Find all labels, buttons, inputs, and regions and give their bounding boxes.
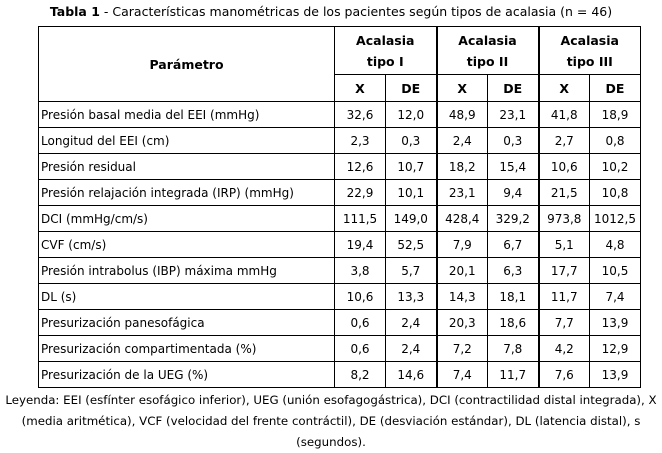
table-title-label: Tabla 1 (49, 4, 100, 19)
value-cell: 12,9 (590, 336, 641, 362)
value-cell: 18,6 (488, 310, 539, 336)
value-cell: 10,2 (590, 154, 641, 180)
value-cell: 18,9 (590, 102, 641, 128)
value-cell: 428,4 (437, 206, 488, 232)
value-cell: 329,2 (488, 206, 539, 232)
value-cell: 18,2 (437, 154, 488, 180)
value-cell: 13,3 (386, 284, 437, 310)
subheader-de: DE (386, 75, 437, 102)
table-row (39, 206, 641, 232)
subheader-de: DE (590, 75, 641, 102)
value-cell: 14,3 (437, 284, 488, 310)
value-cell: 0,8 (590, 128, 641, 154)
subheader-x: X (539, 75, 590, 102)
value-cell: 7,8 (488, 336, 539, 362)
value-cell: 13,9 (590, 310, 641, 336)
param-cell: DL (s) (39, 284, 335, 310)
group-header-line2: tipo III (566, 53, 613, 69)
value-cell: 7,9 (437, 232, 488, 258)
group-header-line2: tipo II (466, 53, 509, 69)
subheader-x: X (437, 75, 488, 102)
value-cell: 32,6 (335, 102, 386, 128)
group-header-row (39, 27, 641, 75)
value-cell: 19,4 (335, 232, 386, 258)
value-cell: 0,6 (335, 310, 386, 336)
value-cell: 7,7 (539, 310, 590, 336)
value-cell: 21,5 (539, 180, 590, 206)
value-cell: 10,1 (386, 180, 437, 206)
value-cell: 10,8 (590, 180, 641, 206)
table-row (39, 310, 641, 336)
value-cell: 6,7 (488, 232, 539, 258)
value-cell: 8,2 (335, 362, 386, 388)
group-header-acalasia-tipo-3 (539, 27, 641, 75)
value-cell: 23,1 (437, 180, 488, 206)
table-title-text: - Características manométricas de los pacientes según tipos de acalasia (n = 46) (99, 4, 613, 19)
value-cell: 52,5 (386, 232, 437, 258)
value-cell: 2,4 (437, 128, 488, 154)
group-header-line1: Acalasia (356, 32, 415, 48)
param-cell: Presión residual (39, 154, 335, 180)
value-cell: 4,2 (539, 336, 590, 362)
value-cell: 2,3 (335, 128, 386, 154)
value-cell: 9,4 (488, 180, 539, 206)
value-cell: 11,7 (539, 284, 590, 310)
param-header: Parámetro (39, 27, 335, 102)
value-cell: 23,1 (488, 102, 539, 128)
group-header-line1: Acalasia (560, 32, 619, 48)
param-cell: DCI (mmHg/cm/s) (39, 206, 335, 232)
value-cell: 20,3 (437, 310, 488, 336)
value-cell: 12,6 (335, 154, 386, 180)
param-cell: Presurización panesofágica (39, 310, 335, 336)
table-row (39, 128, 641, 154)
value-cell: 14,6 (386, 362, 437, 388)
value-cell: 22,9 (335, 180, 386, 206)
value-cell: 10,5 (590, 258, 641, 284)
value-cell: 17,7 (539, 258, 590, 284)
value-cell: 4,8 (590, 232, 641, 258)
legend: Leyenda: EEI (esfínter esofágico inferior), UEG (unión esofagogástrica), DCI (contractilidad distal integrada), X (media aritmética), VCF (velocidad del frente contráctil), DE (desviación estándar), DL (latencia distal), s (segundos). (5, 393, 657, 449)
table-row (39, 336, 641, 362)
table-title (0, 0, 662, 20)
value-cell: 10,6 (335, 284, 386, 310)
value-cell: 0,3 (386, 128, 437, 154)
value-cell: 6,3 (488, 258, 539, 284)
group-header-line1: Acalasia (458, 32, 517, 48)
table-row (39, 258, 641, 284)
param-cell: CVF (cm/s) (39, 232, 335, 258)
value-cell: 2,4 (386, 336, 437, 362)
value-cell: 5,7 (386, 258, 437, 284)
value-cell: 3,8 (335, 258, 386, 284)
group-header-acalasia-tipo-2 (437, 27, 539, 75)
value-cell: 13,9 (590, 362, 641, 388)
table-row (39, 284, 641, 310)
param-cell: Presión basal media del EEI (mmHg) (39, 102, 335, 128)
value-cell: 7,6 (539, 362, 590, 388)
param-cell: Presión relajación integrada (IRP) (mmHg) (39, 180, 335, 206)
subheader-de: DE (488, 75, 539, 102)
value-cell: 973,8 (539, 206, 590, 232)
manometry-table (38, 26, 641, 388)
group-header-acalasia-tipo-1 (335, 27, 437, 75)
param-cell: Presión intrabolus (IBP) máxima mmHg (39, 258, 335, 284)
value-cell: 2,7 (539, 128, 590, 154)
value-cell: 0,6 (335, 336, 386, 362)
table-row (39, 362, 641, 388)
table-row (39, 102, 641, 128)
value-cell: 10,7 (386, 154, 437, 180)
value-cell: 7,2 (437, 336, 488, 362)
table-row (39, 154, 641, 180)
value-cell: 41,8 (539, 102, 590, 128)
value-cell: 7,4 (437, 362, 488, 388)
value-cell: 111,5 (335, 206, 386, 232)
value-cell: 2,4 (386, 310, 437, 336)
value-cell: 5,1 (539, 232, 590, 258)
value-cell: 12,0 (386, 102, 437, 128)
value-cell: 0,3 (488, 128, 539, 154)
param-cell: Longitud del EEI (cm) (39, 128, 335, 154)
value-cell: 11,7 (488, 362, 539, 388)
value-cell: 15,4 (488, 154, 539, 180)
table-row (39, 232, 641, 258)
param-cell: Presurización de la UEG (%) (39, 362, 335, 388)
value-cell: 20,1 (437, 258, 488, 284)
value-cell: 10,6 (539, 154, 590, 180)
table-row (39, 180, 641, 206)
value-cell: 1012,5 (590, 206, 641, 232)
subheader-x: X (335, 75, 386, 102)
value-cell: 48,9 (437, 102, 488, 128)
param-cell: Presurización compartimentada (%) (39, 336, 335, 362)
value-cell: 149,0 (386, 206, 437, 232)
value-cell: 18,1 (488, 284, 539, 310)
value-cell: 7,4 (590, 284, 641, 310)
group-header-line2: tipo I (366, 53, 404, 69)
